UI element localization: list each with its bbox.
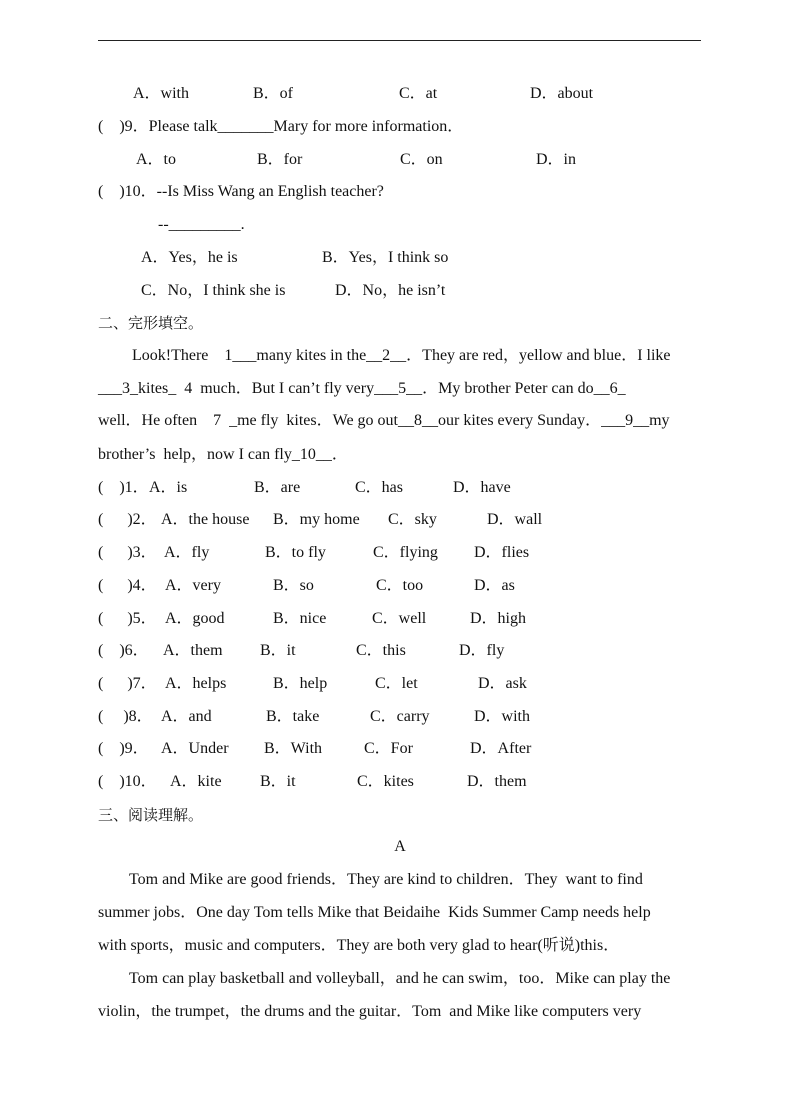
cloze-passage-line-4: brother’s help，now I can fly_10__． (98, 446, 348, 463)
option: B．to fly (265, 544, 326, 561)
header-rule (98, 40, 701, 41)
option: A．good (165, 610, 225, 627)
cloze-question-1: ( )1． (98, 479, 149, 496)
option: D．them (467, 773, 527, 790)
q8-option-a: A．with (133, 85, 190, 102)
question-10: ( )10．--Is Miss Wang an English teacher? (98, 183, 384, 200)
option: C．let (375, 675, 418, 692)
option: B．With (264, 740, 323, 757)
option: C．For (364, 740, 413, 757)
option: D．fly (459, 642, 505, 659)
option: A．kite (170, 773, 222, 790)
option: A．helps (165, 675, 227, 692)
option: A．them (163, 642, 223, 659)
q10-option-c: C．No，I think she is (141, 282, 286, 299)
q8-option-d: D．about (530, 85, 594, 102)
question-9: ( )9．Please talk_______Mary for more information． (98, 118, 464, 135)
passage-line: summer jobs．One day Tom tells Mike that Beidaihe Kids Summer Camp needs help (98, 904, 651, 921)
q9-option-a: A．to (136, 151, 177, 168)
q10-option-b: B．Yes，I think so (322, 249, 449, 266)
option: C．too (376, 577, 424, 594)
option: C．kites (357, 773, 414, 790)
cloze-question-8: ( )8． (98, 708, 153, 725)
blank-1: ___ (232, 347, 257, 364)
option: D．ask (478, 675, 527, 692)
option: B．my home (273, 511, 360, 528)
option: C．carry (370, 708, 430, 725)
cloze-question-5: ( )5． (98, 610, 157, 627)
cloze-passage-line-1: Look!There 1___many kites in the__2__．They are red，yellow and blue．I like (132, 347, 671, 364)
option: B．it (260, 642, 296, 659)
cloze-question-10: ( )10． (98, 773, 157, 790)
option: C．flying (373, 544, 438, 561)
option: B．nice (273, 610, 327, 627)
answer-paren: ( ) (98, 118, 125, 135)
q8-option-b: B．of (253, 85, 294, 102)
blank-2: __2__ (366, 347, 407, 364)
blank-8: __8__ (398, 412, 438, 429)
q9-option-c: C．on (400, 151, 443, 168)
cloze-question-2: ( )2． (98, 511, 157, 528)
q10-option-d: D．No，he isn’t (335, 282, 446, 299)
option: D．After (470, 740, 532, 757)
q10-option-a: A．Yes，he is (141, 249, 238, 266)
q9-option-b: B．for (257, 151, 303, 168)
q10-answer-line: --_________. (158, 216, 245, 233)
option: B．so (273, 577, 314, 594)
option: D．with (474, 708, 531, 725)
option: B．are (254, 479, 301, 496)
option: D．wall (487, 511, 543, 528)
option: D．as (474, 577, 515, 594)
cloze-passage-line-3: well．He often 7 _me fly kites．We go out__8__our kites every Sunday．___9__my (98, 412, 670, 429)
option: A．very (165, 577, 221, 594)
blank-3: ___3_ (98, 380, 138, 397)
cloze-passage-line-2: ___3_kites_ 4 much．But I can’t fly very___5__．My brother Peter can do__6_ (98, 380, 626, 397)
passage-line: Tom can play basketball and volleyball，and he can swim，too．Mike can play the (129, 970, 671, 987)
option: B．take (266, 708, 320, 725)
blank-10: _10__ (291, 446, 332, 463)
option: C．this (356, 642, 406, 659)
passage-line: violin，the trumpet，the drums and the guitar．Tom and Mike like computers very (98, 1003, 642, 1020)
passage-label: A (394, 838, 406, 855)
option: A．Under (161, 740, 229, 757)
option: C．well (372, 610, 427, 627)
section-2-title: 二、完形填空。 (98, 314, 204, 332)
answer-paren: ( ) (98, 183, 125, 200)
blank-6: __6_ (593, 380, 626, 397)
answer-blank: _______ (217, 118, 274, 135)
option: A．the house (161, 511, 250, 528)
option: C．has (355, 479, 404, 496)
passage-line: with sports，music and computers．They are both very glad to hear(听说)this． (98, 937, 620, 954)
option: A．and (161, 708, 212, 725)
option: B．it (260, 773, 296, 790)
option: C．sky (388, 511, 437, 528)
blank-9: ___9__ (601, 412, 650, 429)
cloze-question-4: ( )4． (98, 577, 157, 594)
section-3-title: 三、阅读理解。 (98, 806, 204, 824)
blank-5: ___5__ (374, 380, 423, 397)
cloze-question-7: ( )7． (98, 675, 157, 692)
q8-option-c: C．at (399, 85, 438, 102)
option: B．help (273, 675, 328, 692)
cloze-question-6: ( )6． (98, 642, 149, 659)
cloze-question-9: ( )9． (98, 740, 149, 757)
option: D．have (453, 479, 511, 496)
option: D．high (470, 610, 527, 627)
cloze-question-3: ( )3． (98, 544, 157, 561)
q9-option-d: D．in (536, 151, 577, 168)
option: A．is (149, 479, 188, 496)
option: A．fly (164, 544, 210, 561)
passage-line: Tom and Mike are good friends．They are kind to children．They want to find (129, 871, 643, 888)
option: D．flies (474, 544, 530, 561)
